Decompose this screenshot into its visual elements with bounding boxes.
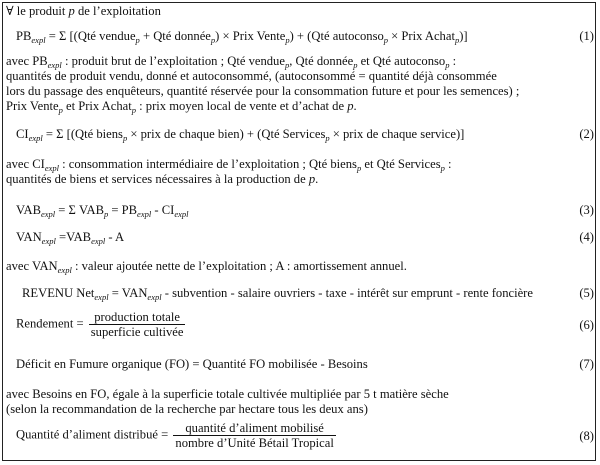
equation-1: $PB_{expl} = \Sigma$ [(Qté vendue$_p$ + Qté donnée$_p$) × Prix Vente$_p$) + (Qté autoconso$_p$ × Prix Achat$_p$)]: [16, 29, 468, 45]
definition-1-line-2: quantités de produit vendu, donné et autoconsommé, (autoconsommé = quantité déjà consommée: [6, 69, 497, 83]
equation-number-3: (3): [579, 203, 594, 217]
equation-3: $VAB_{expl} = \Sigma$ $VAB_p = PB_{expl} - CI_{expl}$: [16, 203, 189, 219]
fraction-aliment: [173, 421, 335, 450]
equation-number-7: (7): [579, 357, 594, 371]
intro-line: ∀ le produit p de l’exploitation: [6, 4, 161, 18]
equation-number-2: (2): [579, 127, 594, 141]
definition-1-line-1: avec $PB_{expl}$ : produit brut de l’exploitation ; Qté vendue$_p$, Qté donnée$_p$ et Qté autoconso$_p$ :: [6, 54, 457, 70]
definition-2-line-2: quantités de biens et services nécessaires à la production de p.: [6, 172, 319, 186]
equation-8: Quantité d’aliment distribué = $\frac{\text{quantité d’aliment mobilisé}}{\text{nombre d’Unité Bétail Tropical}}$: [16, 421, 334, 450]
equation-number-1: (1): [579, 29, 594, 43]
equation-number-8: (8): [579, 429, 594, 443]
equation-4: $VAN_{expl} =VAB_{expl} - A$: [16, 230, 125, 246]
definition-7-line-1: avec Besoins en FO, égale à la superficie totale cultivée multipliée par 5 t matière sèche: [6, 387, 449, 401]
fraction-rendement: [89, 310, 186, 339]
fraction-numerator: quantité d’aliment mobilisé: [173, 421, 335, 436]
definition-2-line-1: avec $CI_{expl}$ : consommation intermédiaire de l’exploitation ; Qté biens$_p$ et Qté Services$_p$ :: [6, 157, 452, 173]
definition-1-line-4: Prix Vente$_p$ et Prix Achat$_p$ : prix moyen local de vente et d’achat de p.: [6, 99, 357, 115]
equation-number-6: (6): [579, 318, 594, 332]
equation-number-5: (5): [579, 286, 594, 300]
equation-number-4: (4): [579, 230, 594, 244]
equation-7: Déficit en Fumure organique (FO) = Quantité FO mobilisée - Besoins: [16, 357, 368, 371]
fraction-denominator: superficie cultivée: [90, 325, 184, 339]
definition-7-line-2: (selon la recommandation de la recherche par hectare tous les deux ans): [6, 402, 368, 416]
definition-1-line-3: lors du passage des enquêteurs, quantité réservée pour la consommation future et pour les semences) ;: [6, 84, 520, 98]
fraction-numerator: production totale: [89, 310, 186, 325]
equation-5: REVENU $Net_{expl} = VAN_{expl}$ - subvention - salaire ouvriers - taxe - intérêt sur emprunt - rente foncière: [22, 286, 533, 302]
equation-2: $CI_{expl} = \Sigma$ [(Qté biens$_p$ × prix de chaque bien) + (Qté Services$_p$ × prix de chaque service)]: [16, 127, 465, 143]
fraction-denominator: nombre d’Unité Bétail Tropical: [175, 436, 334, 450]
equation-6: Rendement = $\frac{\text{production totale}}{\text{superficie cultivée}}$: [16, 310, 184, 339]
forall-symbol: ∀: [6, 4, 14, 18]
definition-4-line-1: avec $VAN_{expl}$ : valeur ajoutée nette de l’exploitation ; A : amortissement annuel.: [6, 259, 407, 275]
